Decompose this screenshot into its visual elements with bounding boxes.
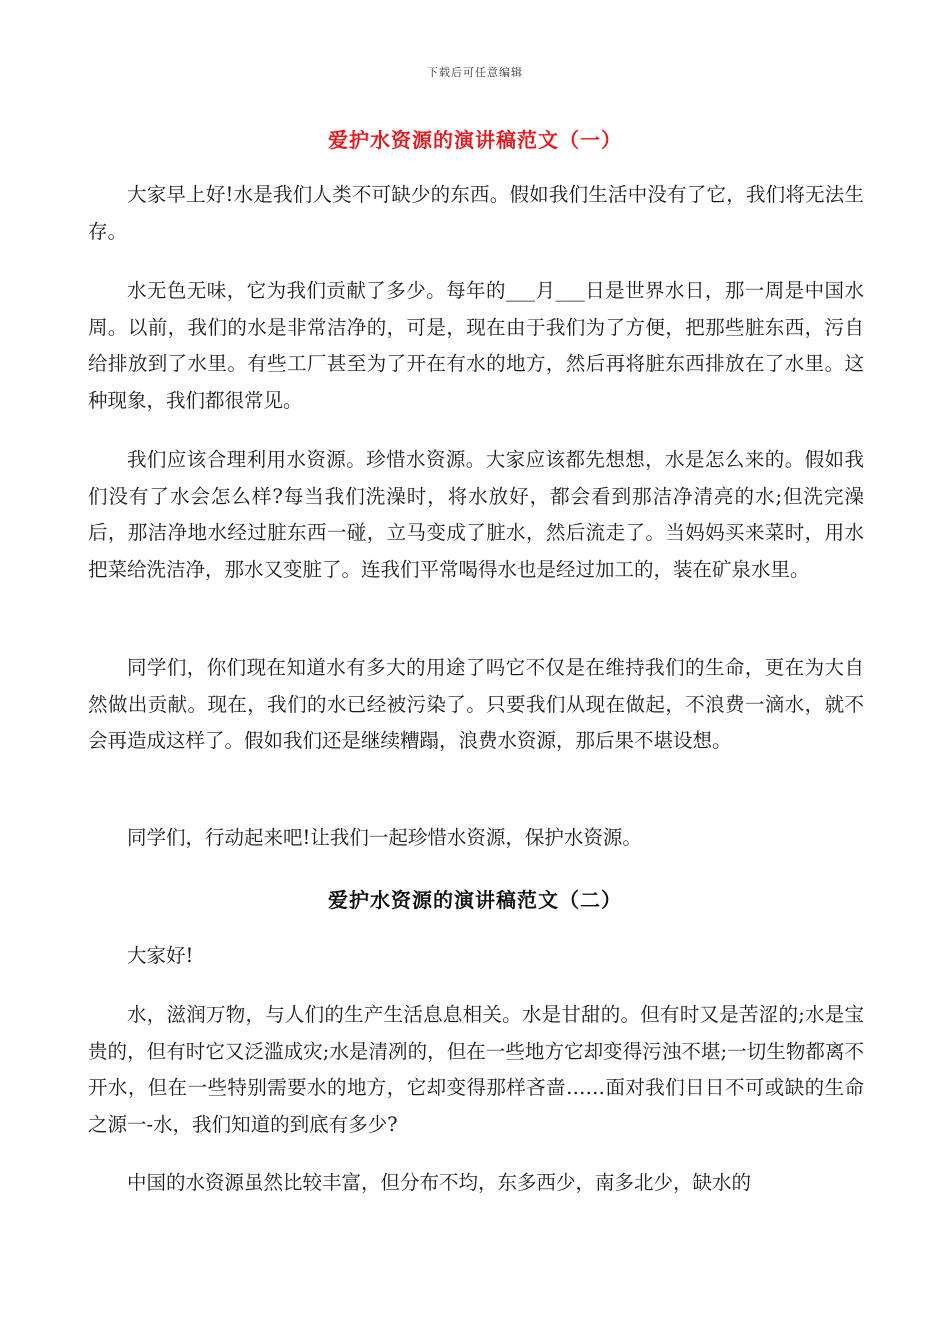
- section-1-paragraph-1: 大家早上好!水是我们人类不可缺少的东西。假如我们生活中没有了它，我们将无法生存。: [88, 183, 864, 243]
- section-1-paragraph-2: 水无色无味，它为我们贡献了多少。每年的___月___日是世界水日，那一周是中国水周。以前，我们的水是非常洁净的，可是，现在由于我们为了方便，把那些脏东西，污自给排放到了水里。有些工厂甚至为了开在有水的地方，然后再将脏东西排放在了水里。这种现象，我们都很常见。: [88, 279, 864, 412]
- section-1-paragraph-4: 同学们，你们现在知道水有多大的用途了吗它不仅是在维持我们的生命，更在为大自然做出贡献。现在，我们的水已经被污染了。只要我们从现在做起，不浪费一滴水，就不会再造成这样了。假如我们还是继续糟蹋，浪费水资源，那后果不堪设想。: [88, 656, 864, 752]
- section-2-paragraph-1: 大家好!: [127, 944, 194, 967]
- section-2-paragraph-3: 中国的水资源虽然比较丰富，但分布不均，东多西少，南多北少，缺水的: [127, 1171, 752, 1194]
- section-1-title: 爱护水资源的演讲稿范文（一）: [328, 128, 622, 152]
- section-2-title: 爱护水资源的演讲稿范文（二）: [328, 888, 622, 912]
- section-1-paragraph-3: 我们应该合理利用水资源。珍惜水资源。大家应该都先想想，水是怎么来的。假如我们没有了水会怎么样?每当我们洗澡时，将水放好，都会看到那洁净清亮的水;但洗完澡后，那洁净地水经过脏东西一碰，立马变成了脏水，然后流走了。当妈妈买来菜时，用水把菜给洗洁净，那水又变脏了。连我们平常喝得水也是经过加工的，装在矿泉水里。: [88, 448, 864, 581]
- section-2-paragraph-2: 水，滋润万物，与人们的生产生活息息相关。水是甘甜的。但有时又是苦涩的;水是宝贵的，但有时它又泛滥成灾;水是清冽的，但在一些地方它却变得污浊不堪;一切生物都离不开水，但在一些特别需要水的地方，它却变得那样吝啬……面对我们日日不可或缺的生命之源一-水，我们知道的到底有多少?: [88, 1003, 864, 1136]
- header-note: 下载后可任意编辑: [427, 66, 523, 79]
- section-1-paragraph-5: 同学们，行动起来吧!让我们一起珍惜水资源，保护水资源。: [127, 826, 642, 849]
